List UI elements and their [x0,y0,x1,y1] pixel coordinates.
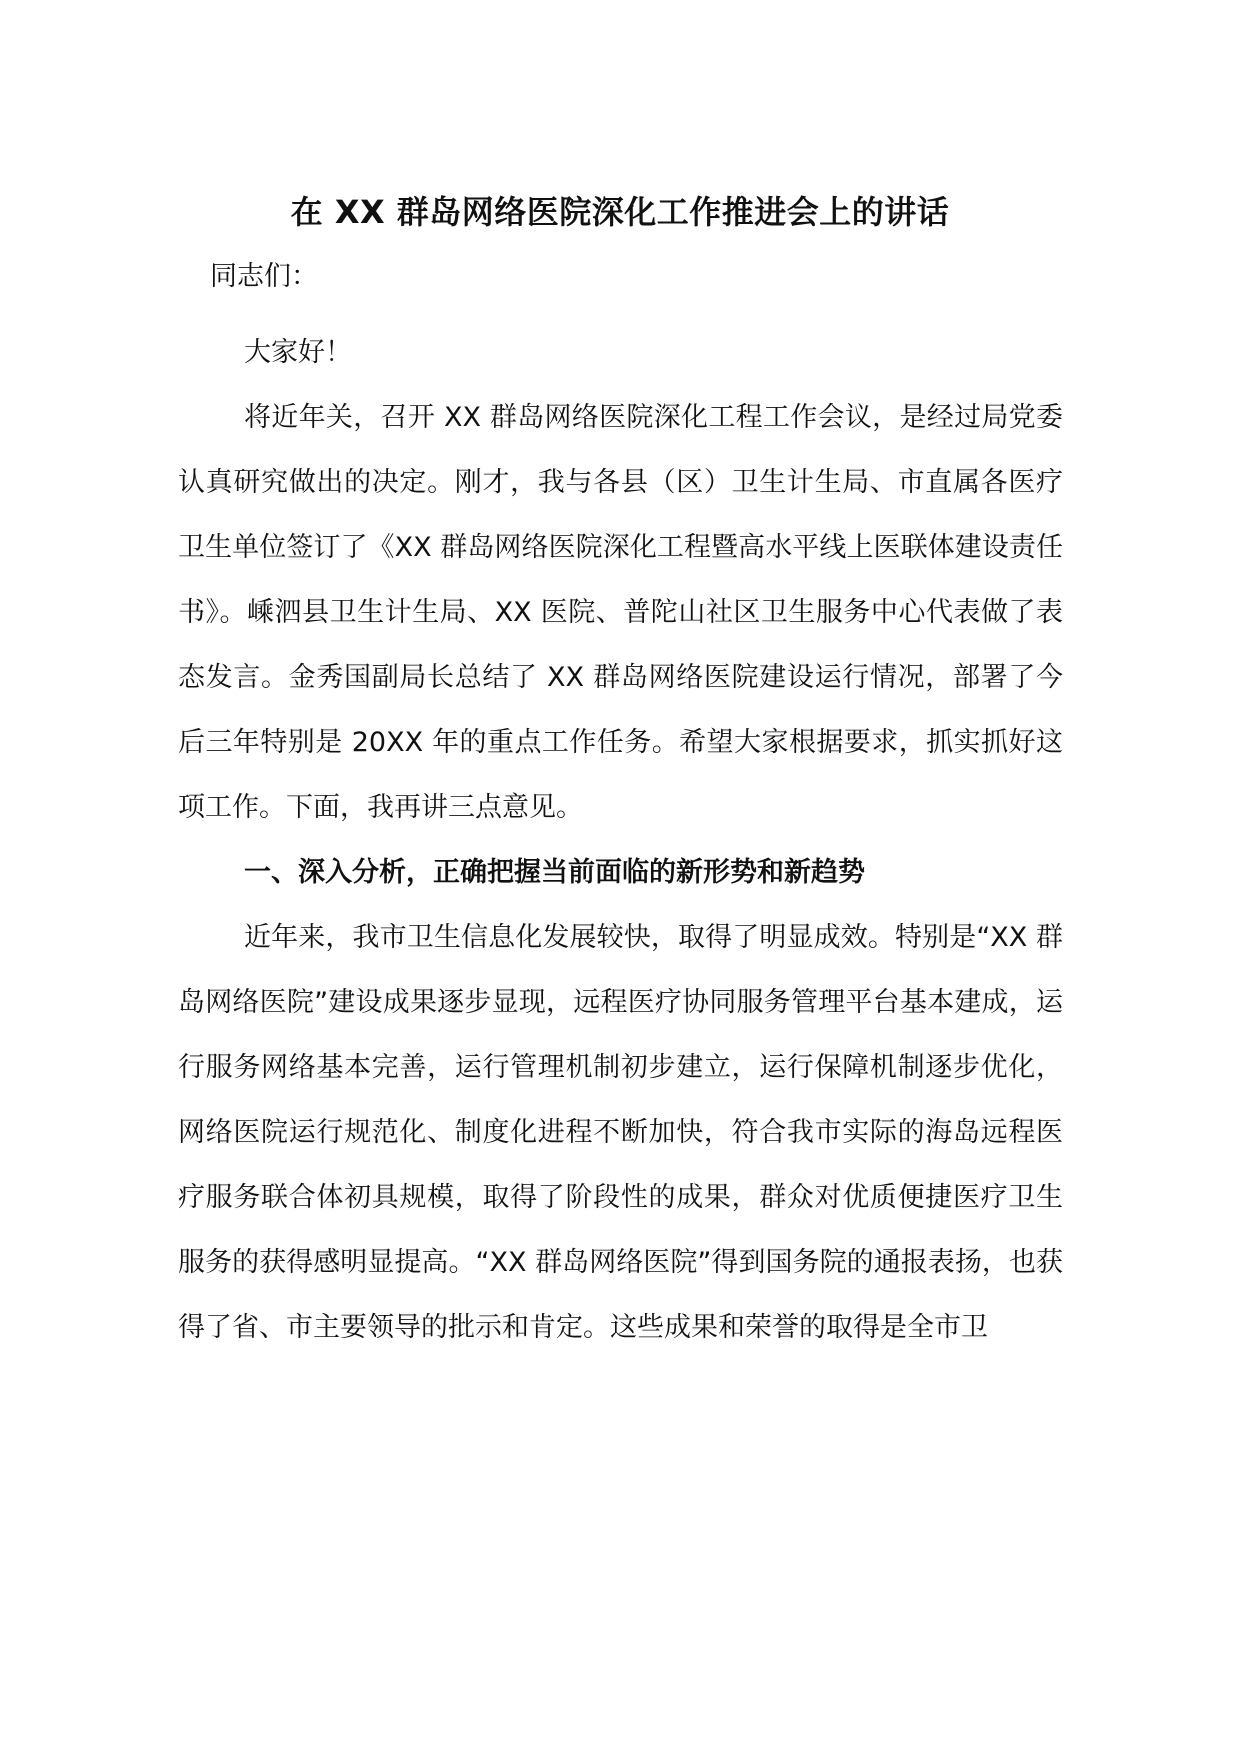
intro-paragraph: 将近年关，召开 XX 群岛网络医院深化工程工作会议，是经过局党委认真研究做出的决定。刚才，我与各县（区）卫生计生局、市直属各医疗卫生单位签订了《XX 群岛网络医院深化工程暨高水平线上医联体建设责任书》。嵊泗县卫生计生局、XX 医院、普陀山社区卫生服务中心代表做了表态发言。金秀国副局长总结了 XX 群岛网络医院建设运行情况，部署了今后三年特别是 20XX 年的重点工作任务。希望大家根据要求，抓实抓好这项工作。下面，我再讲三点意见。 [178,402,1063,823]
greeting-paragraph: 大家好！ [244,337,352,368]
salutation: 同志们： [210,261,318,292]
section-1-paragraph: 近年来，我市卫生信息化发展较快，取得了明显成效。特别是“XX 群岛网络医院”建设成果逐步显现，远程医疗协同服务管理平台基本建成，运行服务网络基本完善，运行管理机制初步建立，运行保障机制逐步优化，网络医院运行规范化、制度化进程不断加快，符合我市实际的海岛远程医疗服务联合体初具规模，取得了阶段性的成果，群众对优质便捷医疗卫生服务的获得感明显提高。“XX 群岛网络医院”得到国务院的通报表扬，也获得了省、市主要领导的批示和肯定。这些成果和荣誉的取得是全市卫 [178,922,1063,1343]
document-body [178,320,1063,1360]
document-title: 在 XX 群岛网络医院深化工作推进会上的讲话 [290,193,950,231]
section-heading-1: 一、深入分析，正确把握当前面临的新形势和新趋势 [244,857,865,888]
